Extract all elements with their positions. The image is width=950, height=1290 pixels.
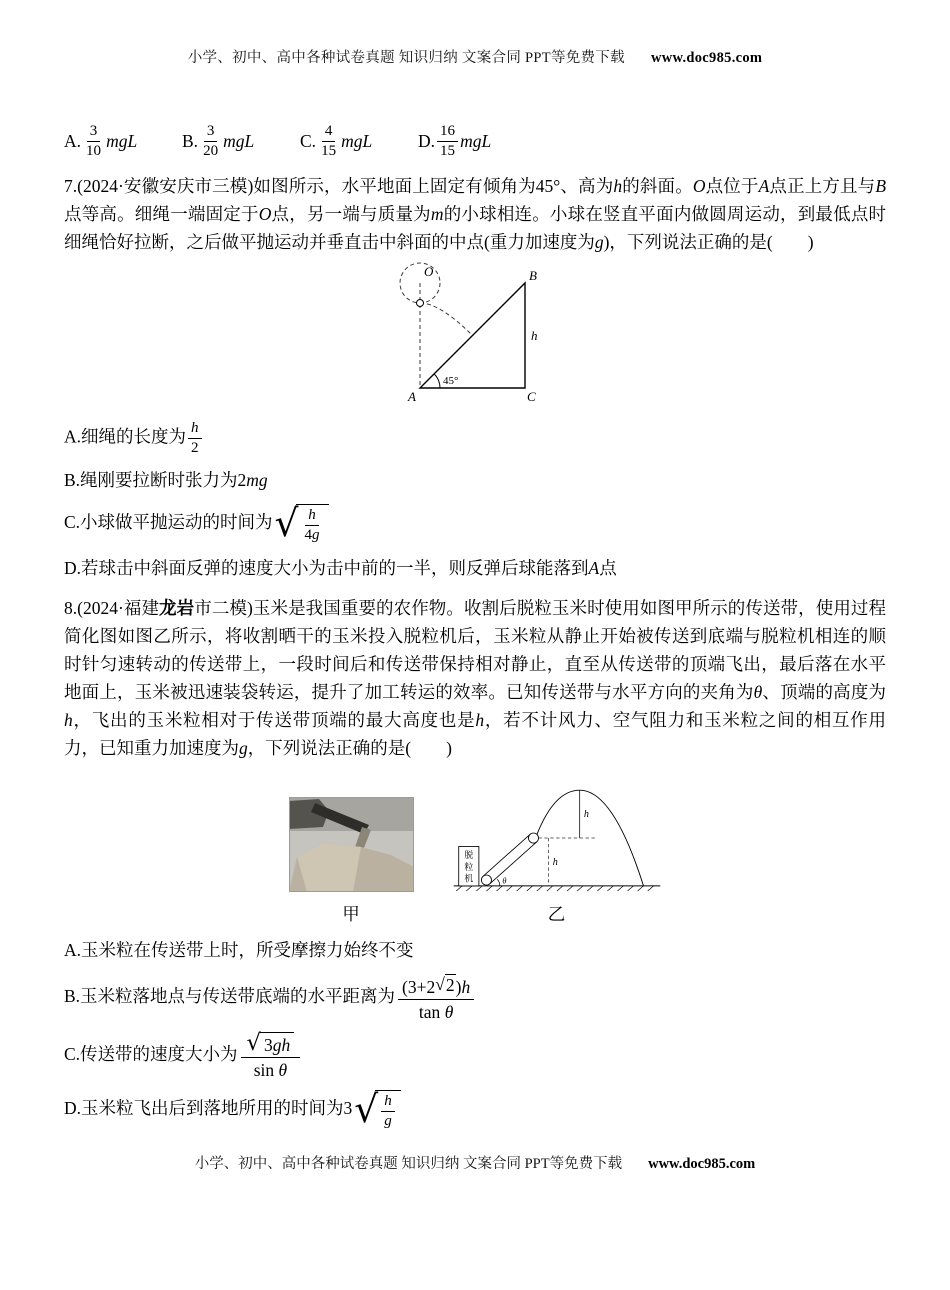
- caption-yi: 乙: [547, 904, 566, 925]
- option-label: D.: [418, 130, 436, 151]
- q7-option-a: [64, 420, 886, 457]
- unit-mgL: mgL: [460, 130, 492, 151]
- q6-option-a: [64, 123, 182, 160]
- belt-upper-edge: [483, 834, 530, 876]
- q6-option-c: [300, 123, 418, 160]
- fraction-numerator: [241, 1032, 301, 1058]
- ground-hatching: [456, 886, 653, 891]
- figure-jia: [289, 797, 414, 926]
- q6-option-b: [182, 123, 300, 160]
- unit-mgL: mgL: [223, 130, 255, 151]
- q8-stem: 8.(2024·福建龙岩市二模)玉米是我国重要的农作物。收割后脱粒玉米时使用如图甲所示的传送带，使用过程简化图如图乙所示，将收割晒干的玉米投入脱粒机后，玉米粒从静止开始被传送到底端与脱粒机相连的顺时针匀速转动的传送带上，一段时间后和传送带保持相对静止，直至从传送带的顶端飞出，最后落在水平地面上，玉米被迅速装袋转运，提升了加工转运的效率。已知传送带与水平方向的夹角为θ、顶端的高度为h，飞出的玉米粒相对于传送带顶端的最大高度也是h，若不计风力、空气阻力和玉米粒之间的相互作用力，已知重力加速度为g，下列说法正确的是( ): [64, 598, 887, 759]
- option-text: D.玉米粒飞出后到落地所用的时间为3: [64, 1098, 353, 1119]
- header-text: 小学、初中、高中各种试卷真题 知识归纳 文案合同 PPT等免费下载: [187, 50, 625, 66]
- thresher-label-1: 脱: [463, 850, 473, 861]
- label-O: O: [424, 263, 434, 279]
- option-text: A.细绳的长度为: [64, 426, 187, 447]
- page-footer: [0, 1152, 950, 1173]
- ball: [417, 299, 424, 306]
- unit-mgL: mgL: [106, 130, 138, 151]
- theta-label: θ: [501, 876, 507, 886]
- fraction: $\frac{3}{10}$: [86, 123, 102, 159]
- radical-content: 3gh: [260, 1032, 294, 1055]
- square-root: [274, 501, 329, 546]
- peak-height-label: h: [583, 809, 589, 821]
- q7-figure: [64, 260, 886, 410]
- radical-content: [296, 504, 329, 544]
- fraction: $\frac{h}{2}$: [188, 420, 202, 457]
- footer-url-link[interactable]: www.doc985.com: [648, 1156, 756, 1172]
- fraction: $\frac{h}{4g}$: [304, 507, 320, 544]
- footer-text: 小学、初中、高中各种试卷真题 知识归纳 文案合同 PPT等免费下载: [194, 1156, 623, 1172]
- radical-sign: √: [274, 501, 299, 546]
- q7-stem: 7.(2024·安徽安庆市三模)如图所示，水平地面上固定有倾角为45°、高为h的斜面。O点位于A点正上方且与B点等高。细绳一端固定于O点，另一端与质量为m的小球相连。小球在竖直平面内做圆周运动，到最低点时细绳恰好拉断，之后做平抛运动并垂直击中斜面的中点(重力加速度为g)，下列说法正确的是( ): [64, 175, 887, 252]
- projectile-trajectory: [420, 303, 473, 336]
- label-A: A: [408, 388, 416, 404]
- radical-sign: √: [246, 1030, 262, 1057]
- q8-option-b: [64, 974, 886, 1022]
- square-root: [354, 1087, 401, 1132]
- conveyor-diagram: [452, 774, 662, 892]
- fraction: $\frac{16}{15}$: [437, 123, 458, 160]
- figure-yi: [452, 774, 662, 926]
- fraction: $\frac{3}{20}$: [203, 123, 219, 159]
- q6-options-row: [64, 123, 886, 160]
- thresher-label-2: 粒: [463, 862, 473, 873]
- fraction: √ 3gh sin θ: [241, 1032, 301, 1080]
- square-root: [247, 1032, 295, 1055]
- option-text: B.玉米粒落地点与传送带底端的水平距离为: [64, 986, 396, 1007]
- q6-option-d: [418, 123, 536, 160]
- q7-option-b: B.绳刚要拉断时张力为2mg: [64, 470, 268, 491]
- fraction: $\frac{h}{g}$: [381, 1093, 395, 1130]
- incline-diagram: [375, 260, 575, 410]
- option-text: C.传送带的速度大小为: [64, 1044, 238, 1065]
- theta-arc: [497, 879, 500, 886]
- label-B: B: [529, 267, 537, 283]
- q8-option-c: [64, 1032, 886, 1080]
- option-label: C.: [300, 130, 317, 151]
- page-header: [64, 46, 886, 67]
- unit-mgL: mgL: [341, 130, 373, 151]
- angle-arc: [434, 374, 440, 388]
- label-C: C: [527, 388, 536, 404]
- option-text: C.小球做平抛运动的时间为: [64, 512, 273, 533]
- photo-corn-unloading: [289, 797, 414, 892]
- option-label: A.: [64, 130, 82, 151]
- q7-option-d: D.若球击中斜面反弹的速度大小为击中前的一半，则反弹后球能落到A点: [64, 558, 617, 579]
- option-label: B.: [182, 130, 199, 151]
- incline-triangle: [420, 283, 525, 388]
- fraction: (3+2 √ 2 ) h tan θ: [398, 974, 474, 1022]
- radical-content: [375, 1090, 401, 1130]
- q8-option-a: A.玉米粒在传送带上时，所受摩擦力始终不变: [64, 940, 414, 961]
- radical-sign: √: [354, 1087, 379, 1132]
- caption-jia: 甲: [342, 904, 360, 925]
- fraction: $\frac{4}{15}$: [321, 123, 337, 159]
- q8-option-d: [64, 1087, 886, 1132]
- belt-height-label: h: [552, 856, 558, 868]
- thresher-label-3: 机: [463, 873, 473, 884]
- header-url-link[interactable]: www.doc985.com: [650, 50, 763, 66]
- belt-lower-edge: [489, 842, 536, 884]
- label-h: h: [531, 327, 538, 343]
- angle-label: 45°: [443, 374, 459, 387]
- q8-figures: [64, 774, 886, 926]
- q7-option-c: [64, 501, 886, 546]
